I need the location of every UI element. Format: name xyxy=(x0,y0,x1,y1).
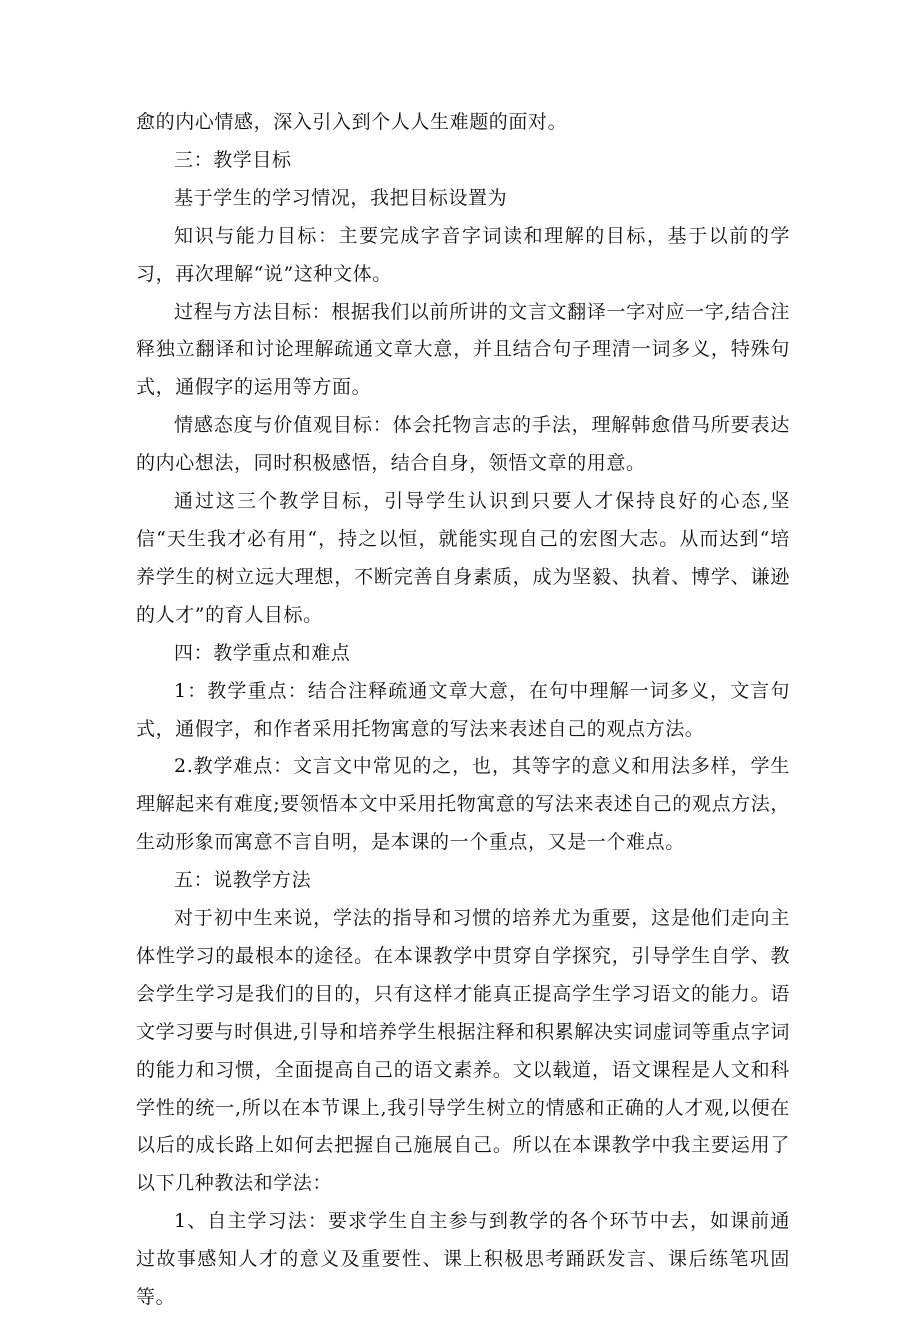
section-heading-key-points: 四：教学重点和难点 xyxy=(174,641,351,664)
section-heading-teaching-methods: 五：说教学方法 xyxy=(174,869,312,892)
paragraph-self-study-method: 1、自主学习法：要求学生自主参与到教学的各个环节中去，如课前通过故事感知人才的意义及重要性、课上积极思考踊跃发言、课后练笔巩固等。 xyxy=(136,1210,790,1309)
paragraph-process-goal: 过程与方法目标：根据我们以前所讲的文言文翻译一字对应一字,结合注释独立翻译和讨论理解疏通文章大意，并且结合句子理清一词多义，特殊句式，通假字的运用等方面。 xyxy=(136,300,790,399)
document-page xyxy=(136,104,790,1317)
paragraph-difficult-point: 2.教学难点：文言文中常见的之，也，其等字的意义和用法多样，学生理解起来有难度;要领悟本文中采用托物寓意的写法来表述自己的观点方法，生动形象而寓意不言自明，是本课的一个重点，又是一个难点。 xyxy=(136,755,790,854)
section-heading-teaching-goals: 三：教学目标 xyxy=(174,148,292,171)
paragraph-emotion-goal: 情感态度与价值观目标：体会托物言志的手法，理解韩愈借马所要表达的内心想法，同时积极感悟，结合自身，领悟文章的用意。 xyxy=(136,414,790,475)
paragraph-continuation: 愈的内心情感，深入引入到个人人生难题的面对。 xyxy=(136,111,568,133)
paragraph-goal-summary: 通过这三个教学目标，引导学生认识到只要人才保持良好的心态,坚信“天生我才必有用“，持之以恒，就能实现自己的宏图大志。从而达到“培养学生的树立远大理想，不断完善自身素质，成为坚毅、执着、博学、谦逊的人才”的育人目标。 xyxy=(136,490,790,626)
paragraph-key-point: 1：教学重点：结合注释疏通文章大意，在句中理解一词多义，文言句式，通假字，和作者采用托物寓意的写法来表述自己的观点方法。 xyxy=(136,679,790,740)
paragraph-knowledge-goal: 知识与能力目标：主要完成字音字词读和理解的目标，基于以前的学习，再次理解“说”这种文体。 xyxy=(136,224,790,285)
paragraph-goal-intro: 基于学生的学习情况，我把目标设置为 xyxy=(174,186,508,209)
paragraph-methods-intro: 对于初中生来说，学法的指导和习惯的培养尤为重要，这是他们走向主体性学习的最根本的途径。在本课教学中贯穿自学探究，引导学生自学、教会学生学习是我们的目的，只有这样才能真正提高学生学习语文的能力。语文学习要与时俱进,引导和培养学生根据注释和积累解决实词虚词等重点字词的能力和习惯，全面提高自己的语文素养。文以载道，语文课程是人文和科学性的统一,所以在本节课上,我引导学生树立的情感和正确的人才观,以便在以后的成长路上如何去把握自己施展自己。所以在本课教学中我主要运用了以下几种教法和学法： xyxy=(136,907,790,1195)
